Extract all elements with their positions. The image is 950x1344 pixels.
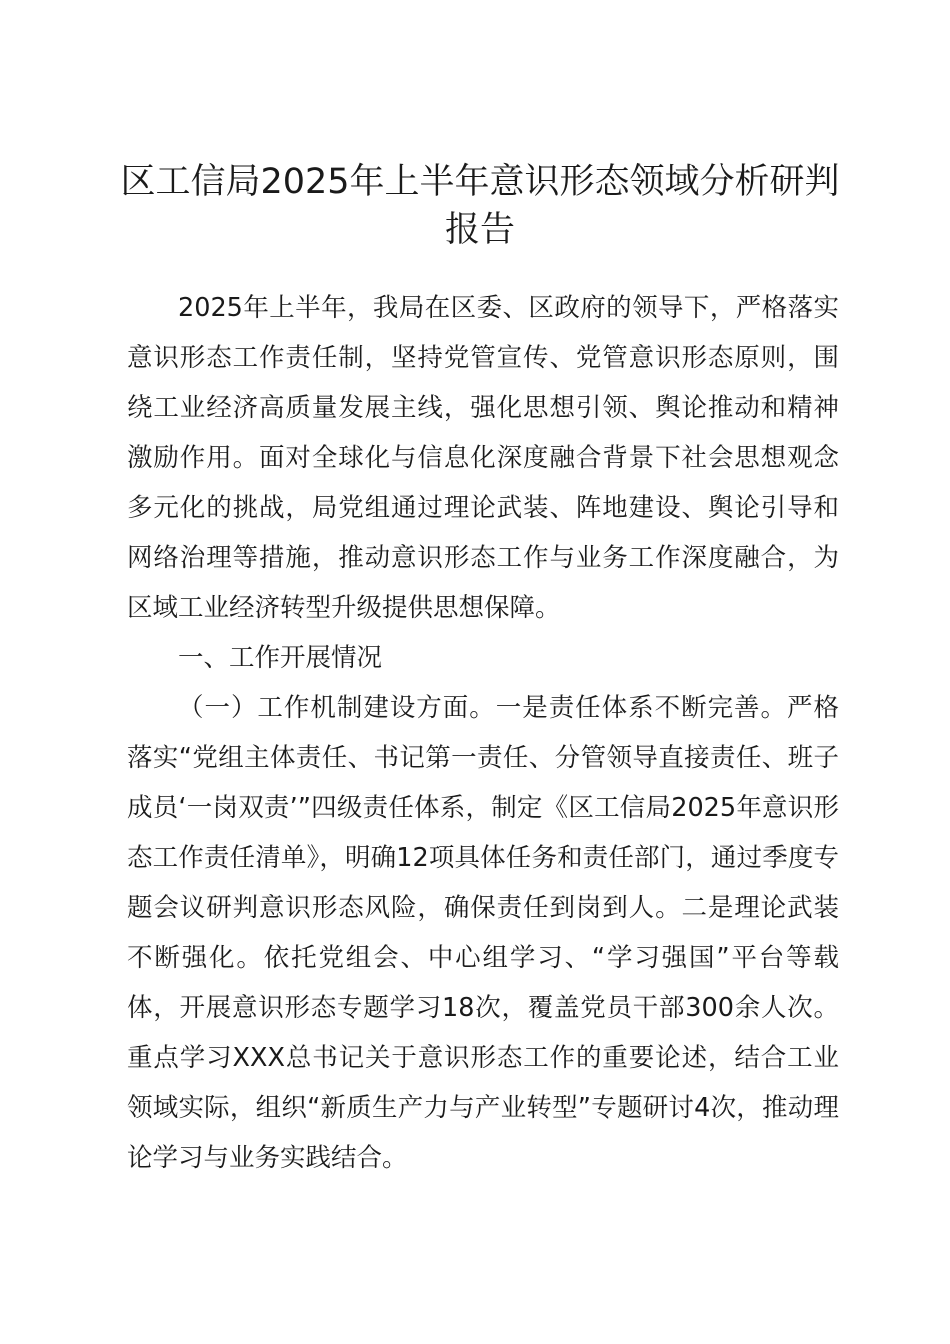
document-title: 区工信局2025年上半年意识形态领域分析研判报告 [120,162,840,250]
section-paragraph: （一）工作机制建设方面。一是责任体系不断完善。严格落实“党组主体责任、书记第一责任、分管领导直接责任、班子成员‘一岗双责’”四级责任体系，制定《区工信局2025年意识形态工作责任清单》，明确12项具体任务和责任部门，通过季度专题会议研判意识形态风险，确保责任到岗到人。二是理论武装不断强化。依托党组会、中心组学习、“学习强国”平台等载体，开展意识形态专题学习18次，覆盖党员干部300余人次。重点学习XXX总书记关于意识形态工作的重要论述，结合工业领域实际，组织“新质生产力与产业转型”专题研讨4次，推动理论学习与业务实践结合。 [127,693,839,1173]
document-body [127,283,839,1183]
section-heading: 一、工作开展情况 [178,643,383,673]
intro-paragraph: 2025年上半年，我局在区委、区政府的领导下，严格落实意识形态工作责任制，坚持党管宣传、党管意识形态原则，围绕工业经济高质量发展主线，强化思想引领、舆论推动和精神激励作用。面对全球化与信息化深度融合背景下社会思想观念多元化的挑战，局党组通过理论武装、阵地建设、舆论引导和网络治理等措施，推动意识形态工作与业务工作深度融合，为区域工业经济转型升级提供思想保障。 [127,293,839,623]
